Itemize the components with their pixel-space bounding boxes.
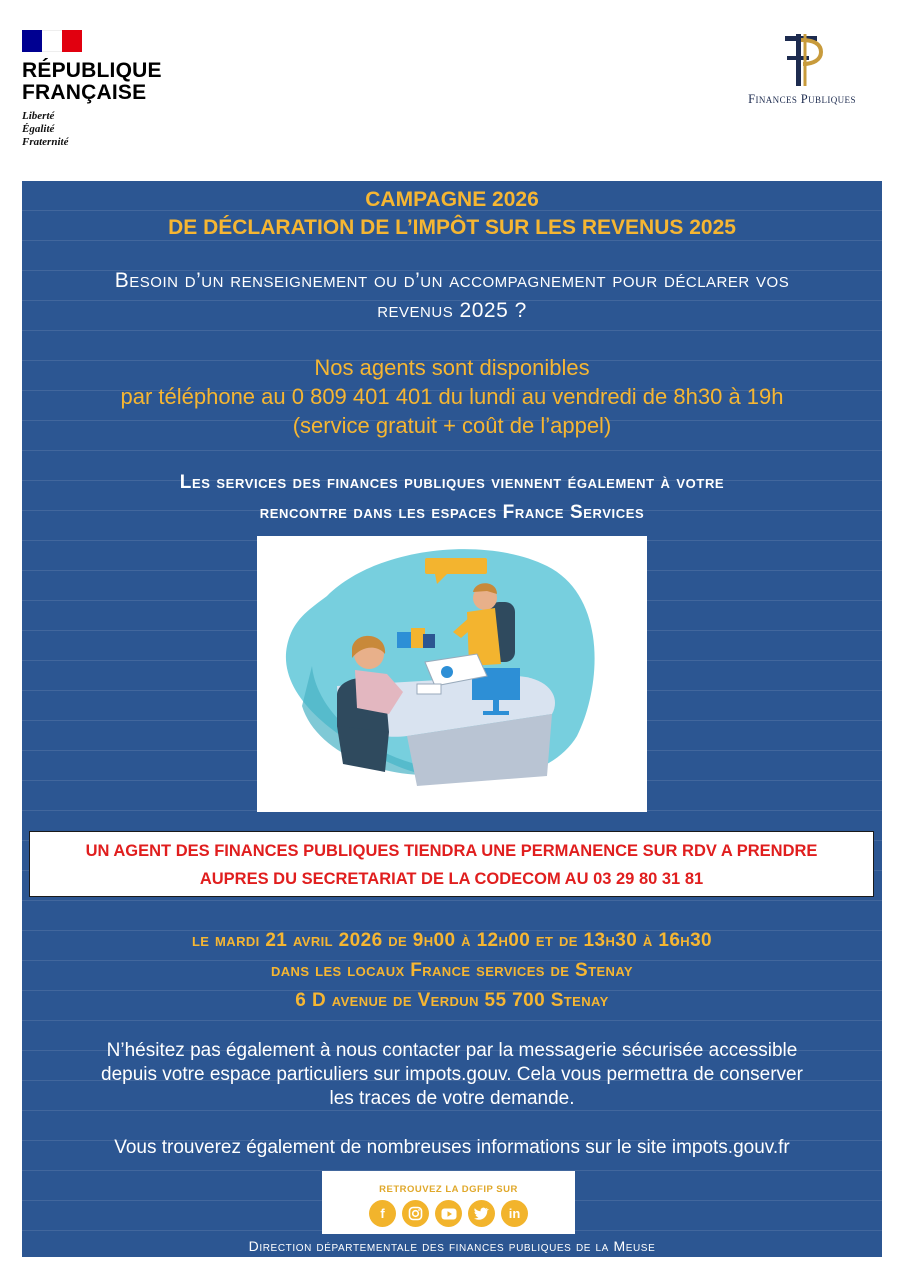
social-media-box xyxy=(322,1171,575,1234)
agents-line1: Nos agents sont disponibles xyxy=(314,355,590,380)
agents-line3: (service gratuit + coût de l’appel) xyxy=(292,413,612,438)
republic-motto xyxy=(22,110,182,149)
date-line2: dans les locaux France services de Stenay xyxy=(270,960,633,981)
youtube-icon[interactable] xyxy=(435,1200,462,1227)
meeting-illustration-icon xyxy=(257,536,647,812)
motto-liberte: Liberté xyxy=(22,110,55,122)
question-line2: revenus 2025 ? xyxy=(377,299,527,322)
rf-name-line2: FRANÇAISE xyxy=(22,81,147,104)
permanence-date-location xyxy=(22,926,882,1016)
services-line1: Les services des finances publiques viennent également à votre xyxy=(179,472,725,493)
website-info: Vous trouverez également de nombreuses informations sur le site impots.gouv.fr xyxy=(114,1137,790,1158)
rf-name-line1: RÉPUBLIQUE xyxy=(22,59,162,82)
social-icons xyxy=(322,1200,575,1227)
france-services-text xyxy=(22,468,882,528)
linkedin-icon[interactable]: in xyxy=(501,1200,528,1227)
agents-line2: par téléphone au 0 809 401 401 du lundi au vendredi de 8h30 à 19h xyxy=(120,384,784,409)
campaign-title xyxy=(22,186,882,242)
republique-francaise-name xyxy=(22,60,182,104)
help-question xyxy=(22,266,882,326)
notice-line1: UN AGENT DES FINANCES PUBLIQUES TIENDRA UNE PERMANENCE SUR RDV A PRENDRE xyxy=(85,842,818,860)
date-line1: le mardi 21 avril 2026 de 9h00 à 12h00 et de 13h30 à 16h30 xyxy=(191,930,713,951)
facebook-icon[interactable]: f xyxy=(369,1200,396,1227)
footer-direction: Direction départementale des finances publiques de la Meuse xyxy=(248,1238,656,1254)
contact-line1: N’hésitez pas également à nous contacter par la messagerie sécurisée accessible xyxy=(106,1040,798,1061)
title-line2: DE DÉCLARATION DE L’IMPÔT SUR LES REVENUS 2025 xyxy=(168,216,736,239)
question-line1: Besoin d’un renseignement ou d’un accompagnement pour déclarer vos xyxy=(114,269,790,292)
office-meeting-illustration xyxy=(257,536,647,812)
fp-monogram-icon xyxy=(779,30,825,88)
title-line1: CAMPAGNE 2026 xyxy=(365,188,539,211)
info-panel xyxy=(22,181,882,1257)
contact-line2: depuis votre espace particuliers sur impots.gouv. Cela vous permettra de conserver xyxy=(101,1064,803,1085)
motto-fraternite: Fraternité xyxy=(22,136,69,148)
services-line2: rencontre dans les espaces France Services xyxy=(259,502,645,523)
contact-line3: les traces de votre demande. xyxy=(329,1088,575,1109)
notice-line2: AUPRES DU SECRETARIAT DE LA CODECOM AU 03 29 80 31 81 xyxy=(199,870,704,888)
twitter-icon[interactable] xyxy=(468,1200,495,1227)
appointment-notice xyxy=(29,831,874,897)
instagram-icon[interactable] xyxy=(402,1200,429,1227)
finances-publiques-text: Finances Publiques xyxy=(748,92,856,106)
social-title: RETROUVEZ LA DGFIP SUR xyxy=(379,1184,518,1195)
motto-egalite: Égalité xyxy=(22,123,55,135)
date-line3: 6 D avenue de Verdun 55 700 Stenay xyxy=(295,990,609,1011)
republique-francaise-logo xyxy=(22,30,182,149)
secure-messaging-text xyxy=(22,1039,882,1111)
finances-publiques-logo xyxy=(722,30,882,107)
agents-availability xyxy=(22,353,882,440)
french-flag-icon xyxy=(22,30,82,52)
